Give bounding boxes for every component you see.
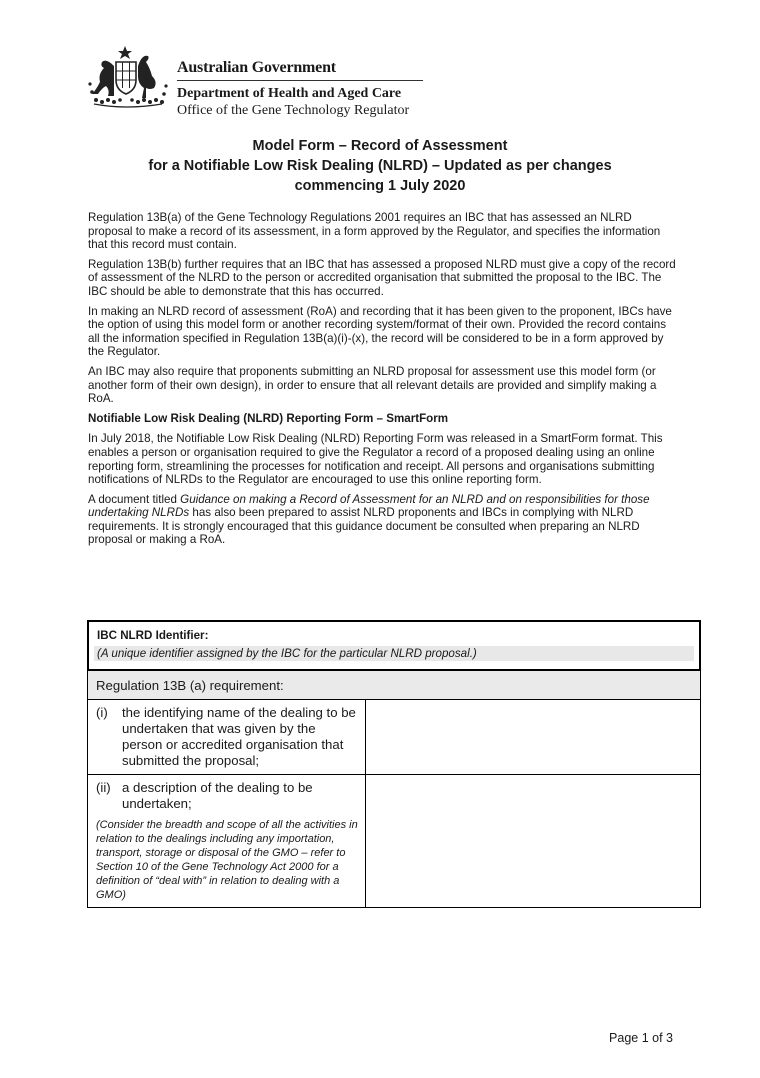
office-name: Office of the Gene Technology Regulator bbox=[177, 103, 410, 118]
guidance-text-end: has also been prepared to assist NLRD proponents and IBCs in complying with NLRD requirements. It is strongly encouraged that this guidance document be consulted when preparing an NLRD proposal or making a RoA. bbox=[88, 506, 640, 547]
department-name: Department of Health and Aged Care bbox=[177, 86, 402, 101]
title-line-1: Model Form – Record of Assessment bbox=[252, 138, 508, 154]
title-line-3: commencing 1 July 2020 bbox=[294, 178, 466, 194]
requirement-note: (Consider the breadth and scope of all the activities in relation to the dealings including any importation, transport, storage or disposal of the GMO – refer to Section 10 of the Gene Technology Act 2000 for a definition of “deal with” in relation to dealing with a GMO) bbox=[96, 819, 358, 901]
title-line-2: for a Notifiable Low Risk Dealing (NLRD) – Updated as per changes bbox=[148, 158, 612, 174]
guidance-text-start: A document titled bbox=[88, 492, 181, 506]
paragraph-proponent-requirements: An IBC may also require that proponents submitting an NLRD proposal for assessment use this model form (or another form of their own design), in order to ensure that all relevant details are provided and simplify making a RoA. bbox=[88, 364, 657, 406]
introduction-text bbox=[88, 211, 676, 553]
record-of-assessment-form bbox=[87, 620, 701, 908]
dealing-name-entry-field[interactable] bbox=[366, 700, 700, 774]
requirement-text: the identifying name of the dealing to be undertaken that was given by the person or accredited organisation that submitted the proposal; bbox=[122, 705, 356, 768]
header-divider bbox=[177, 80, 423, 81]
requirement-cell bbox=[88, 700, 366, 774]
paragraph-regulation-13b-a: Regulation 13B(a) of the Gene Technology Regulations 2001 requires an IBC that has assessed an NLRD proposal to make a record of its assessment, in a form approved by the Regulator, and specifies the information that this record must contain. bbox=[88, 211, 661, 252]
requirement-cell bbox=[88, 775, 366, 907]
table-row bbox=[87, 775, 701, 908]
smartform-heading: Notifiable Low Risk Dealing (NLRD) Reporting Form – SmartForm bbox=[88, 411, 449, 425]
paragraph-smartform: In July 2018, the Notifiable Low Risk Dealing (NLRD) Reporting Form was released in a SmartForm format. This enables a person or organisation required to give the Regulator a record of a proposed dealing using an online reporting form, streamlining the processes for notification and receipt. All persons and organisations submitting notifications of NLRDs to the Regulator are encouraged to use this online reporting form. bbox=[88, 432, 663, 487]
paragraph-recording-options: In making an NLRD record of assessment (RoA) and recording that it has been given to the proponent, IBCs have the option of using this model form or another recording system/format of their own. Provided the record contains all the information specified in Regulation 13B(a)(i)-(x), the record will be considered to be in a form approved by the Regulator. bbox=[88, 304, 672, 359]
ibc-identifier-note: (A unique identifier assigned by the IBC for the particular NLRD proposal.) bbox=[94, 646, 694, 661]
ibc-identifier-label: IBC NLRD Identifier: bbox=[97, 629, 209, 642]
requirement-heading: Regulation 13B (a) requirement: bbox=[87, 671, 701, 700]
dealing-description-entry-field[interactable] bbox=[366, 775, 700, 907]
requirement-number: (i) bbox=[96, 705, 108, 720]
ibc-identifier-box[interactable] bbox=[87, 620, 701, 671]
government-branding bbox=[177, 58, 423, 119]
document-title bbox=[88, 136, 672, 196]
requirement-number: (ii) bbox=[96, 780, 111, 795]
guidance-document-title: Guidance on making a Record of Assessment for an NLRD and on responsibilities for those undertaking NLRDs bbox=[88, 492, 650, 520]
table-row bbox=[87, 700, 701, 775]
paragraph-guidance-document bbox=[88, 493, 676, 547]
government-header bbox=[88, 40, 428, 122]
government-name: Australian Government bbox=[177, 59, 336, 76]
paragraph-regulation-13b-b: Regulation 13B(b) further requires that an IBC that has assessed a proposed NLRD must give a copy of the record of assessment of the NLRD to the person or accredited organisation that submitted the proposal to the IBC. The IBC should be able to demonstrate that this has occurred. bbox=[88, 257, 676, 298]
page-number: Page 1 of 3 bbox=[609, 1031, 673, 1045]
requirement-text: a description of the dealing to be undertaken; bbox=[122, 780, 313, 811]
coat-of-arms-icon bbox=[88, 44, 170, 110]
